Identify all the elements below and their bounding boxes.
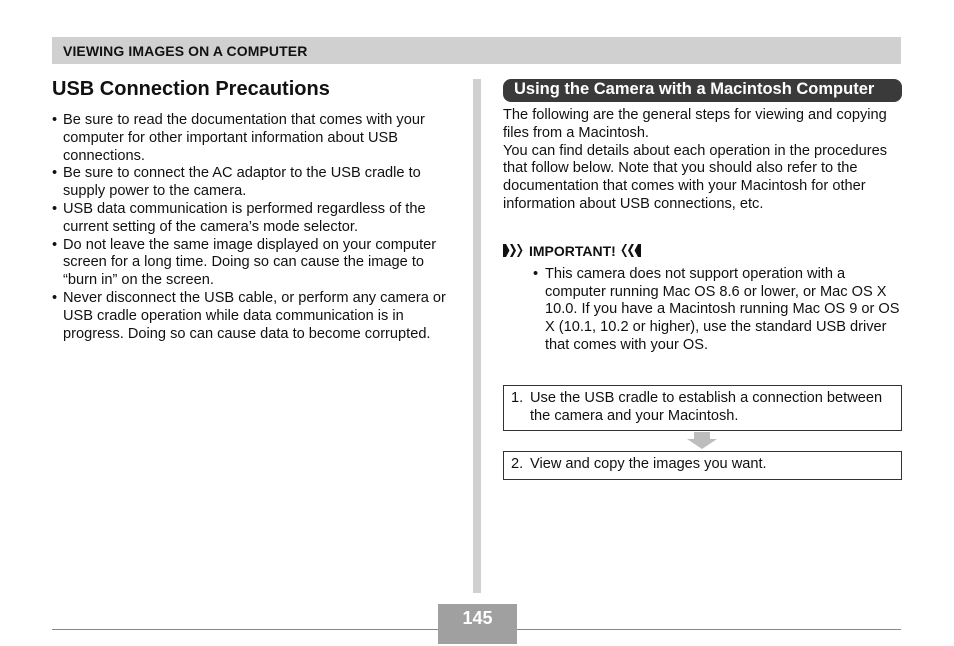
right-column bbox=[503, 79, 902, 480]
step-box-1 bbox=[503, 385, 902, 432]
list-item: • This camera does not support operation with a computer running Mac OS 8.6 or lower, or Mac OS X 10.0. If you have a Macintosh running Mac OS 9 or OS X (10.1, 10.2 or higher), use the standard USB driver that comes with your OS. bbox=[533, 266, 902, 355]
list-item: • Never disconnect the USB cable, or perform any camera or USB cradle operation while data communication is in progress. Doing so can cause data to become corrupted. bbox=[52, 290, 454, 343]
precautions-list bbox=[52, 112, 454, 343]
important-label: IMPORTANT! bbox=[529, 242, 616, 259]
intro-paragraph: You can find details about each operation in the procedures that follow below. Note that you should also refer to the documentation that comes with your Macintosh for other information about USB connections, etc. bbox=[503, 142, 888, 212]
section-header-bar bbox=[52, 37, 901, 64]
column-divider bbox=[473, 79, 481, 593]
step-box-2 bbox=[503, 451, 902, 480]
step-text: Use the USB cradle to establish a connection between the camera and your Macintosh. bbox=[530, 389, 883, 424]
left-column bbox=[52, 78, 454, 343]
page-title: USB Connection Precautions bbox=[52, 78, 330, 100]
step-text: View and copy the images you want. bbox=[530, 456, 767, 473]
important-heading bbox=[503, 243, 902, 259]
step-arrow bbox=[503, 431, 902, 451]
subsection-title: Using the Camera with a Macintosh Computer bbox=[503, 79, 902, 102]
down-arrow-icon bbox=[687, 432, 717, 449]
list-item: • Do not leave the same image displayed on your computer screen for a long time. Doing so can cause the image to “burn in” on the screen. bbox=[52, 237, 454, 290]
step-number: 1. bbox=[511, 389, 524, 406]
list-item: • Be sure to read the documentation that comes with your computer for other important information about USB connections. bbox=[52, 112, 454, 165]
step-number: 2. bbox=[511, 456, 524, 473]
list-item: • USB data communication is performed regardless of the current setting of the camera’s mode selector. bbox=[52, 201, 454, 237]
section-header-title: VIEWING IMAGES ON A COMPUTER bbox=[63, 43, 308, 59]
intro-paragraph: The following are the general steps for viewing and copying files from a Macintosh. bbox=[503, 107, 887, 141]
important-left-icon bbox=[503, 244, 524, 257]
important-list bbox=[533, 266, 902, 355]
important-right-icon bbox=[620, 244, 641, 257]
list-item: • Be sure to connect the AC adaptor to the USB cradle to supply power to the camera. bbox=[52, 165, 454, 201]
page-number-badge bbox=[438, 604, 517, 644]
page-number: 145 bbox=[462, 608, 493, 628]
